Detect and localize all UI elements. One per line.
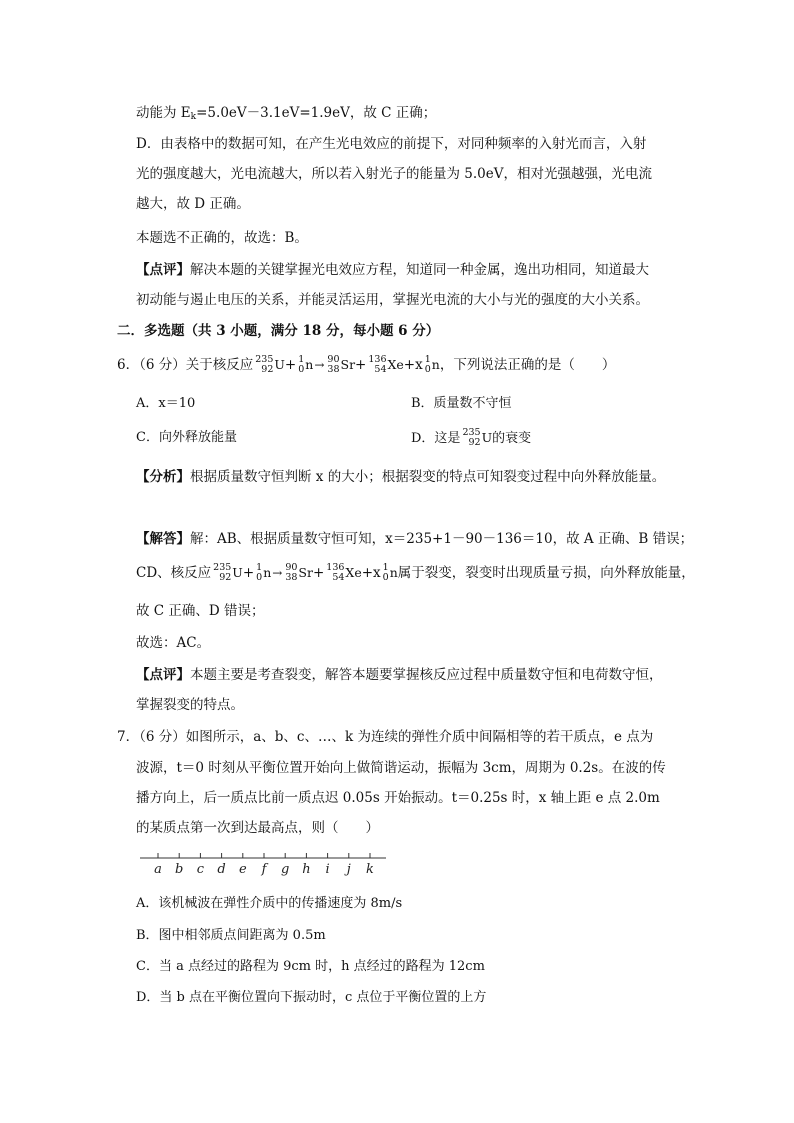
point-label-g: g	[281, 862, 290, 877]
q6-option-c[interactable]: C．向外释放能量	[136, 430, 237, 445]
point-label-h: h	[302, 862, 311, 877]
nuclide-neutron-product: 1 0 n	[424, 353, 440, 375]
particle-axis-figure	[140, 849, 390, 883]
point-label-b: b	[175, 862, 184, 877]
point-label-d: d	[217, 862, 226, 877]
q7-option-d[interactable]: D．当 b 点在平衡位置向下振动时，c 点位于平衡位置的上方	[136, 990, 487, 1005]
prev-solution-line-1: 动能为 $E_k=5.0eV-3.1eV=1.9eV$，故 C 正确；	[136, 105, 437, 122]
q7-option-b[interactable]: B．图中相邻质点间距离为 0.5m	[136, 928, 326, 943]
q7-stem-line-4: 的某质点第一次到达最高点，则（ ）	[136, 820, 379, 836]
q7-stem-line-2: 波源，t＝0 时刻从平衡位置开始向上做简谐运动，振幅为 3cm，周期为 0.2s。在波的传	[136, 760, 666, 776]
prev-solution-line-3: 光的强度越大，光电流越大，所以若入射光子的能量为 5.0eV，相对光强越强，光电流	[136, 166, 652, 182]
q7-option-a[interactable]: A．该机械波在弹性介质中的传播速度为 8m/s	[136, 896, 403, 911]
nuclide-xe136: 136 54 Xe	[368, 353, 404, 375]
q6-stem: 6．（6 分）关于核反应 235 92 U+ 1 0 n→ 90 38 Sr+ 136 54 Xe+x 1 0 n，下列说法正确的是（ ）	[117, 353, 616, 375]
point-label-c: c	[196, 862, 205, 877]
nuclide-u235: 235 92 U	[255, 353, 285, 375]
reaction-arrow-icon: →	[314, 358, 325, 372]
prev-solution-line-4: 越大，故 D 正确。	[136, 196, 250, 212]
nuclide-neutron: 1 0 n	[298, 353, 314, 375]
q7-option-c[interactable]: C．当 a 点经过的路程为 9cm 时，h 点经过的路程为 12cm	[136, 959, 485, 974]
q6-answer-line-4: 故选：AC。	[136, 635, 211, 651]
point-label-i: i	[325, 862, 330, 877]
q6-review-line-1: 【点评】本题主要是考查裂变，解答本题要掌握核反应过程中质量数守恒和电荷数守恒，	[136, 667, 663, 683]
point-label-a: a	[154, 862, 162, 877]
q6-option-d[interactable]: D．这是 235 92 U的衰变	[411, 426, 532, 448]
q6-option-a[interactable]: A．x＝10	[136, 396, 196, 411]
prev-review-line-2: 初动能与遏止电压的关系，并能灵活运用，掌握光电流的大小与光的强度的大小关系。	[136, 292, 649, 308]
q7-stem-line-1: 7．（6 分）如图所示，a、b、c、…、k 为连续的弹性介质中间隔相等的若干质点，e 点为	[117, 729, 654, 745]
prev-solution-line-2: D．由表格中的数据可知，在产生光电效应的前提下，对同种频率的入射光而言，入射	[136, 136, 647, 152]
prev-review-line-1: 【点评】解决本题的关键掌握光电效应方程，知道同一种金属，逸出功相同，知道最大	[136, 262, 649, 278]
q6-answer-line-2: CD、核反应 235 92 U+ 1 0 n→ 90 38 Sr+ 136 54 Xe+x 1 0 n属于裂变，裂变时出现质量亏损，向外释放能量，	[136, 561, 695, 583]
point-label-e: e	[238, 862, 247, 877]
section-title: 二．多选题（共 3 小题，满分 18 分，每小题 6 分）	[117, 323, 440, 339]
point-label-f: f	[261, 862, 267, 877]
q6-option-b[interactable]: B．质量数不守恒	[411, 396, 512, 411]
nuclide-sr90: 90 38 Sr	[327, 353, 356, 375]
q6-answer-line-1: 【解答】解：AB、根据质量数守恒可知，x＝235+1－90－136＝10，故 A 正确、B 错误；	[136, 531, 694, 547]
q6-answer-line-3: 故 C 正确、D 错误；	[136, 603, 265, 619]
point-label-k: k	[366, 862, 374, 877]
prev-solution-line-5: 本题选不正确的，故选：B。	[136, 230, 308, 246]
point-label-j: j	[346, 862, 351, 877]
q7-stem-line-3: 播方向上，后一质点比前一质点迟 0.05s 开始振动。t＝0.25s 时，x 轴上距 e 点 2.0m	[136, 790, 660, 806]
q6-analysis: 【分析】根据质量数守恒判断 x 的大小；根据裂变的特点可知裂变过程中向外释放能量。	[136, 469, 666, 485]
q6-review-line-2: 掌握裂变的特点。	[136, 697, 244, 713]
